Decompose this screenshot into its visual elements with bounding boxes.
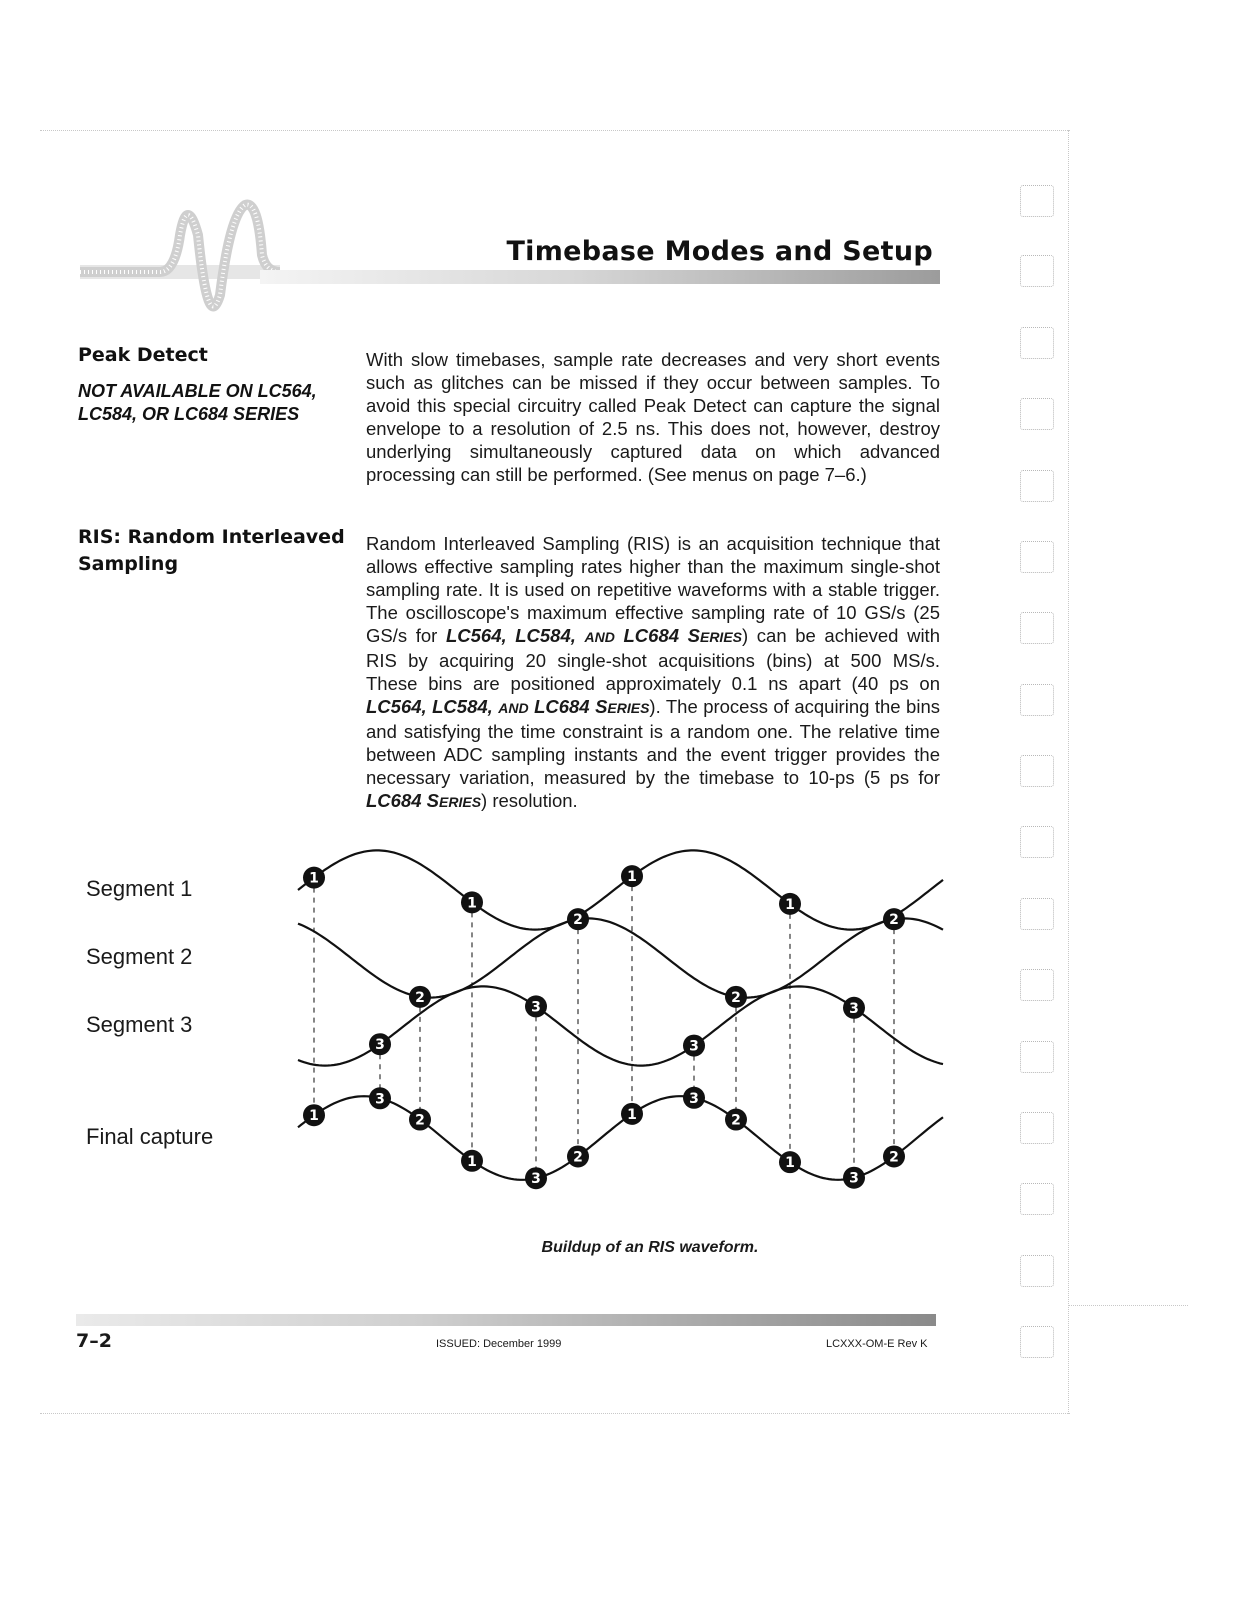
series-name: LC564, LC584, bbox=[445, 625, 585, 646]
index-tab bbox=[1020, 684, 1054, 716]
segment-waveform bbox=[298, 986, 943, 1065]
sample-marker-1 bbox=[303, 1104, 325, 1126]
sample-marker-3 bbox=[843, 1167, 865, 1189]
document-id: LCXXX-OM-E Rev K bbox=[826, 1338, 928, 1350]
sample-marker-label: 1 bbox=[309, 870, 319, 887]
peak-detect-paragraph: With slow timebases, sample rate decreases and very short events such as glitches can be missed if they occur between samples. To avoid this special circuitry called Peak Detect can capture the signal envelope to a resolution of 2.5 ns. This does not, however, destroy underlying simultaneously captured data on which advanced processing can still be performed. (See menus on page 7–6.) bbox=[366, 349, 940, 485]
page-top-border bbox=[40, 130, 1070, 131]
index-tab bbox=[1020, 898, 1054, 930]
sample-marker-1 bbox=[461, 891, 483, 913]
series-suffix: ERIES bbox=[439, 794, 482, 810]
index-tab bbox=[1020, 541, 1054, 573]
series-suffix: ERIES bbox=[699, 629, 742, 645]
sample-marker-label: 3 bbox=[531, 999, 541, 1016]
ris-heading-line-1: RIS: Random Interleaved bbox=[78, 526, 345, 548]
sample-marker-label: 3 bbox=[689, 1090, 699, 1107]
sample-marker-1 bbox=[779, 1151, 801, 1173]
sample-marker-2 bbox=[883, 1145, 905, 1167]
sample-marker-1 bbox=[621, 1103, 643, 1125]
sample-marker-3 bbox=[369, 1087, 391, 1109]
sample-marker-1 bbox=[779, 893, 801, 915]
title-rule bbox=[260, 270, 940, 284]
index-tab bbox=[1020, 327, 1054, 359]
segment-label-2: Segment 2 bbox=[86, 944, 193, 969]
sample-marker-label: 2 bbox=[731, 989, 741, 1006]
segment-label-1: Segment 1 bbox=[86, 876, 193, 901]
sample-marker-3 bbox=[525, 1167, 547, 1189]
footer-rule bbox=[76, 1314, 936, 1326]
figure-caption: Buildup of an RIS waveform. bbox=[541, 1239, 759, 1256]
sample-marker-3 bbox=[843, 997, 865, 1019]
final-capture-label: Final capture bbox=[86, 1124, 214, 1149]
sample-marker-1 bbox=[621, 865, 643, 887]
ris-paragraph bbox=[366, 532, 940, 814]
series-name: LC684 S bbox=[614, 625, 700, 646]
ris-text-1: Random Interleaved Sampling (RIS) is an acquisition technique that allows effective sampling rates higher than the maximum single-shot sampling rate. It is used on repetitive waveforms with a stable trigger. The oscilloscope's maximum effective sampling rate of 10 GS/s (25 GS/s for bbox=[366, 533, 940, 646]
index-tab bbox=[1020, 1183, 1054, 1215]
sample-marker-3 bbox=[369, 1033, 391, 1055]
section-heading-peak-detect: Peak Detect bbox=[78, 344, 208, 366]
sample-marker-label: 1 bbox=[627, 1106, 637, 1123]
sample-marker-label: 3 bbox=[689, 1038, 699, 1055]
series-and: AND bbox=[584, 629, 615, 645]
sample-marker-2 bbox=[725, 986, 747, 1008]
index-tab bbox=[1020, 185, 1054, 217]
series-name: LC684 S bbox=[366, 790, 440, 811]
sample-marker-3 bbox=[683, 1087, 705, 1109]
sample-marker-2 bbox=[725, 1109, 747, 1131]
sample-marker-label: 1 bbox=[467, 1153, 477, 1170]
sample-marker-label: 2 bbox=[731, 1112, 741, 1129]
sample-marker-2 bbox=[409, 1109, 431, 1131]
sample-marker-1 bbox=[461, 1150, 483, 1172]
sample-marker-label: 3 bbox=[375, 1037, 385, 1054]
sample-marker-label: 2 bbox=[889, 912, 899, 929]
sample-marker-2 bbox=[567, 908, 589, 930]
ris-waveform-diagram bbox=[280, 840, 950, 1220]
page-bottom-border bbox=[40, 1413, 1070, 1414]
index-tab bbox=[1020, 398, 1054, 430]
sample-marker-1 bbox=[303, 867, 325, 889]
sample-marker-3 bbox=[683, 1035, 705, 1057]
pulse-logo-icon bbox=[80, 195, 280, 335]
ris-text-3: ). The process of acquiring the bins and satisfying the time constraint is a random one. The relative time between ADC sampling instants and the event trigger provides the necessary variation, measured by the timebase to 10-ps (5 ps for bbox=[366, 696, 940, 788]
sample-marker-label: 3 bbox=[531, 1171, 541, 1188]
segment-label-3: Segment 3 bbox=[86, 1012, 193, 1037]
series-name: LC684 S bbox=[528, 696, 608, 717]
sample-marker-2 bbox=[409, 986, 431, 1008]
index-tab bbox=[1020, 1041, 1054, 1073]
sample-marker-label: 3 bbox=[849, 1170, 859, 1187]
sample-marker-2 bbox=[883, 908, 905, 930]
sample-marker-label: 3 bbox=[849, 1000, 859, 1017]
sample-marker-label: 2 bbox=[573, 912, 583, 929]
index-tab bbox=[1020, 755, 1054, 787]
ris-text-4: ) resolution. bbox=[481, 790, 578, 811]
series-name: LC564, LC584, bbox=[366, 696, 499, 717]
sample-marker-label: 3 bbox=[375, 1091, 385, 1108]
sample-marker-3 bbox=[525, 995, 547, 1017]
sample-marker-label: 1 bbox=[309, 1108, 319, 1125]
section-heading-ris bbox=[78, 524, 345, 578]
index-tab bbox=[1020, 1326, 1054, 1358]
page-right-border bbox=[1068, 130, 1069, 1414]
index-tab bbox=[1020, 612, 1054, 644]
sample-marker-label: 1 bbox=[785, 1155, 795, 1172]
final-capture-waveform bbox=[298, 1096, 943, 1180]
issued-date: ISSUED: December 1999 bbox=[436, 1338, 562, 1350]
sample-marker-label: 1 bbox=[785, 896, 795, 913]
index-tab bbox=[1020, 826, 1054, 858]
index-tab bbox=[1020, 1255, 1054, 1287]
index-tab bbox=[1020, 1112, 1054, 1144]
index-tab bbox=[1020, 470, 1054, 502]
availability-note: NOT AVAILABLE ON LC564, LC584, OR LC684 SERIES bbox=[78, 381, 317, 424]
sample-marker-label: 1 bbox=[467, 895, 477, 912]
sample-marker-label: 2 bbox=[573, 1149, 583, 1166]
binding-edge-line bbox=[1068, 1305, 1188, 1306]
page-title: Timebase Modes and Setup bbox=[506, 236, 933, 267]
ris-text-2: ) can be achieved with RIS by acquiring 20 single-shot acquisitions (bins) at 500 MS/s. These bins are positioned approximately 0.1 ns apart (40 ps on bbox=[366, 625, 940, 694]
sample-marker-label: 1 bbox=[627, 869, 637, 886]
index-tab bbox=[1020, 255, 1054, 287]
sample-marker-2 bbox=[567, 1145, 589, 1167]
series-and: AND bbox=[498, 700, 529, 716]
sample-marker-label: 2 bbox=[415, 989, 425, 1006]
index-tab bbox=[1020, 969, 1054, 1001]
sample-marker-label: 2 bbox=[889, 1149, 899, 1166]
ris-heading-line-2: Sampling bbox=[78, 553, 179, 575]
series-suffix: ERIES bbox=[607, 700, 650, 716]
page-number: 7–2 bbox=[76, 1330, 112, 1352]
segment-waveform bbox=[298, 850, 943, 929]
sample-marker-label: 2 bbox=[415, 1112, 425, 1129]
